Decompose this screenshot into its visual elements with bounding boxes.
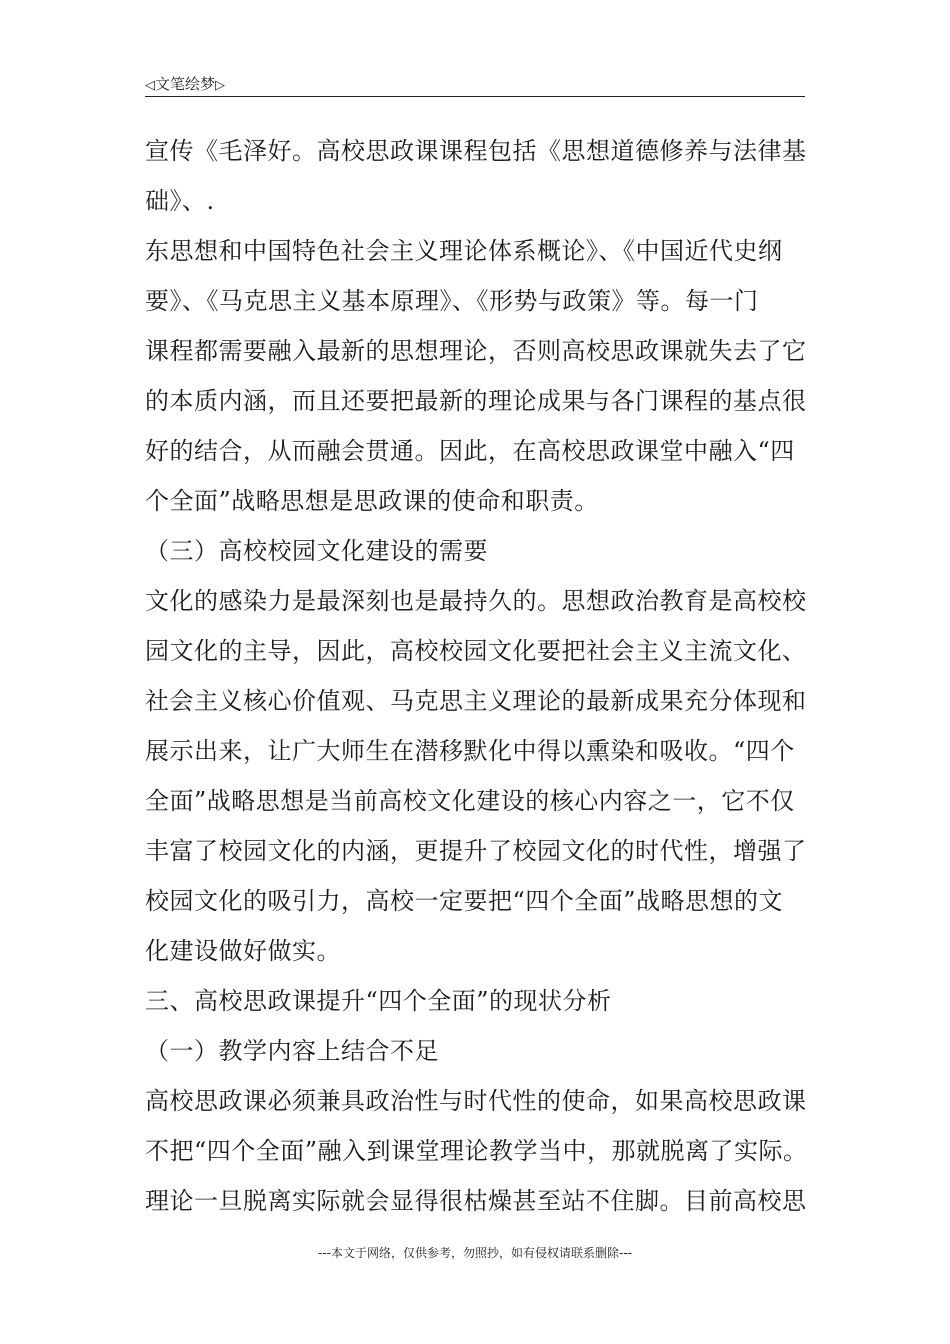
text-line: 文化的感染力是最深刻也是最持久的。思想政治教育是高校校 <box>145 587 807 615</box>
text-line: 要》、《马克思主义基本原理》、《形势与政策》等。每一门 <box>145 287 759 315</box>
section-heading: （三）高校校园文化建设的需要 <box>145 537 488 565</box>
left-triangle-icon: ◁ <box>145 78 155 93</box>
text-line: 的本质内涵，而且还要把最新的理论成果与各门课程的基点很 <box>145 387 807 415</box>
text-line: 展示出来，让广大师生在潜移默化中得以熏染和吸收。“四个 <box>145 737 795 765</box>
text-line: 校园文化的吸引力，高校一定要把“四个全面”战略思想的文 <box>145 887 784 915</box>
text-line: 础》、. <box>145 187 215 215</box>
header-brand <box>145 74 225 96</box>
section-heading: （一）教学内容上结合不足 <box>145 1037 439 1065</box>
section-heading: 三、高校思政课提升“四个全面”的现状分析 <box>145 987 612 1015</box>
text-line: 化建设做好做实。 <box>145 937 341 965</box>
text-line: 丰富了校园文化的内涵，更提升了校园文化的时代性，增强了 <box>145 837 807 865</box>
text-line: 社会主义核心价值观、马克思主义理论的最新成果充分体现和 <box>145 687 807 715</box>
text-line: 好的结合，从而融会贯通。因此，在高校思政课堂中融入“四 <box>145 437 795 465</box>
header-title: 文笔绘梦 <box>155 75 216 93</box>
text-line: 园文化的主导，因此，高校校园文化要把社会主义主流文化、 <box>145 637 807 665</box>
text-line: 课程都需要融入最新的思想理论，否则高校思政课就失去了它 <box>145 337 807 365</box>
text-line: 全面”战略思想是当前高校文化建设的核心内容之一，它不仅 <box>145 787 795 815</box>
page-header <box>145 74 805 97</box>
text-line: 高校思政课必须兼具政治性与时代性的使命，如果高校思政课 <box>145 1087 807 1115</box>
text-line: 不把“四个全面”融入到课堂理论教学当中，那就脱离了实际。 <box>145 1137 808 1165</box>
page-footer: ---本文于网络，仅供参考，勿照抄，如有侵权请联系删除--- <box>318 1246 632 1260</box>
document-body <box>145 126 825 1226</box>
right-triangle-icon: ▷ <box>215 78 226 93</box>
text-line: 宣传《毛泽好。高校思政课课程包括《思想道德修养与法律基 <box>145 137 807 165</box>
text-line: 东思想和中国特色社会主义理论体系概论》、《中国近代史纲 <box>145 237 783 265</box>
text-line: 个全面”战略思想是思政课的使命和职责。 <box>145 487 599 515</box>
text-line: 理论一旦脱离实际就会显得很枯燥甚至站不住脚。目前高校思 <box>145 1187 807 1215</box>
